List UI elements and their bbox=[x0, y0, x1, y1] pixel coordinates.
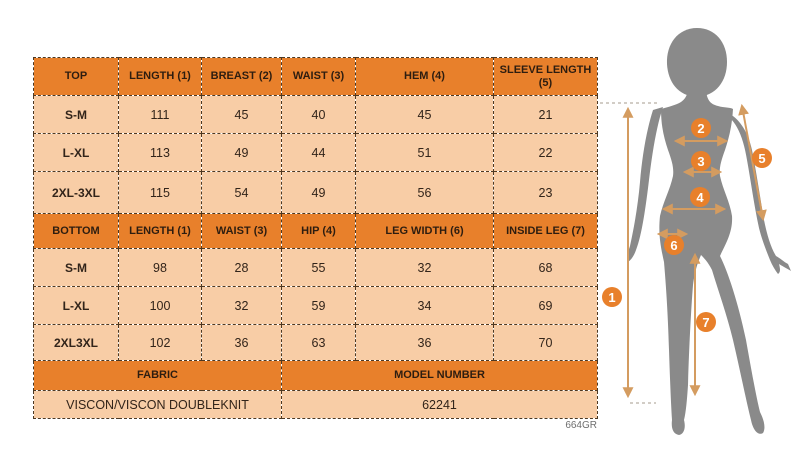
bottom-size-row bbox=[34, 249, 598, 287]
table-cell: 59 bbox=[282, 287, 356, 325]
measure-badge-6 bbox=[664, 235, 684, 255]
info-header-row bbox=[34, 361, 598, 391]
table-cell: 68 bbox=[494, 249, 598, 287]
column-header: WAIST (3) bbox=[282, 58, 356, 96]
table-cell: 115 bbox=[119, 172, 202, 214]
table-cell: 45 bbox=[202, 96, 282, 134]
table-cell: 63 bbox=[282, 325, 356, 361]
table-cell: S-M bbox=[34, 96, 119, 134]
table-cell: 32 bbox=[202, 287, 282, 325]
column-header: SLEEVE LENGTH (5) bbox=[494, 58, 598, 96]
measurement-figure bbox=[600, 0, 800, 459]
column-header: LEG WIDTH (6) bbox=[356, 214, 494, 249]
svg-text:1: 1 bbox=[608, 290, 616, 305]
table-cell: 49 bbox=[202, 134, 282, 172]
svg-text:5: 5 bbox=[758, 151, 766, 166]
measure-badge-1 bbox=[602, 287, 622, 307]
table-cell: 36 bbox=[202, 325, 282, 361]
column-header: HEM (4) bbox=[356, 58, 494, 96]
bottom-size-row bbox=[34, 325, 598, 361]
size-chart-table bbox=[33, 57, 598, 419]
column-header: WAIST (3) bbox=[202, 214, 282, 249]
table-cell: 69 bbox=[494, 287, 598, 325]
measure-badge-2 bbox=[691, 118, 711, 138]
measure-badge-4 bbox=[690, 187, 710, 207]
column-header: INSIDE LEG (7) bbox=[494, 214, 598, 249]
table-cell: 54 bbox=[202, 172, 282, 214]
table-cell: 21 bbox=[494, 96, 598, 134]
table-cell: 102 bbox=[119, 325, 202, 361]
top-header-row bbox=[34, 58, 598, 96]
table-cell: 28 bbox=[202, 249, 282, 287]
table-cell: 55 bbox=[282, 249, 356, 287]
column-header: LENGTH (1) bbox=[119, 214, 202, 249]
info-header: MODEL NUMBER bbox=[282, 361, 598, 391]
table-cell: 56 bbox=[356, 172, 494, 214]
table-cell: 32 bbox=[356, 249, 494, 287]
column-header: HIP (4) bbox=[282, 214, 356, 249]
column-header: TOP bbox=[34, 58, 119, 96]
bottom-size-row bbox=[34, 287, 598, 325]
table-cell: 49 bbox=[282, 172, 356, 214]
table-cell: 2XL-3XL bbox=[34, 172, 119, 214]
measure-badge-7 bbox=[696, 312, 716, 332]
svg-text:4: 4 bbox=[696, 190, 704, 205]
top-size-row bbox=[34, 172, 598, 214]
table-cell: S-M bbox=[34, 249, 119, 287]
table-cell: 51 bbox=[356, 134, 494, 172]
table-cell: 70 bbox=[494, 325, 598, 361]
info-value-row bbox=[34, 391, 598, 419]
table-cell: 45 bbox=[356, 96, 494, 134]
column-header: BREAST (2) bbox=[202, 58, 282, 96]
info-header: FABRIC bbox=[34, 361, 282, 391]
table-cell: 98 bbox=[119, 249, 202, 287]
table-cell: 34 bbox=[356, 287, 494, 325]
bottom-header-row bbox=[34, 214, 598, 249]
svg-text:7: 7 bbox=[702, 315, 710, 330]
table-cell: 113 bbox=[119, 134, 202, 172]
measure-badge-3 bbox=[691, 151, 711, 171]
table-cell: 100 bbox=[119, 287, 202, 325]
svg-text:3: 3 bbox=[697, 154, 705, 169]
table-cell: 23 bbox=[494, 172, 598, 214]
top-size-row bbox=[34, 134, 598, 172]
table-cell: 22 bbox=[494, 134, 598, 172]
table-cell: 40 bbox=[282, 96, 356, 134]
svg-text:6: 6 bbox=[670, 238, 678, 253]
table-cell: L-XL bbox=[34, 287, 119, 325]
table-cell: 36 bbox=[356, 325, 494, 361]
info-cell: VISCON/VISCON DOUBLEKNIT bbox=[34, 391, 282, 419]
table-cell: L-XL bbox=[34, 134, 119, 172]
product-code: 664GR bbox=[565, 420, 597, 431]
measure-badge-5 bbox=[752, 148, 772, 168]
column-header: BOTTOM bbox=[34, 214, 119, 249]
female-figure-silhouette bbox=[627, 28, 791, 435]
top-size-row bbox=[34, 96, 598, 134]
info-cell: 62241 bbox=[282, 391, 598, 419]
table-cell: 44 bbox=[282, 134, 356, 172]
table-cell: 111 bbox=[119, 96, 202, 134]
column-header: LENGTH (1) bbox=[119, 58, 202, 96]
table-cell: 2XL3XL bbox=[34, 325, 119, 361]
svg-text:2: 2 bbox=[697, 121, 705, 136]
